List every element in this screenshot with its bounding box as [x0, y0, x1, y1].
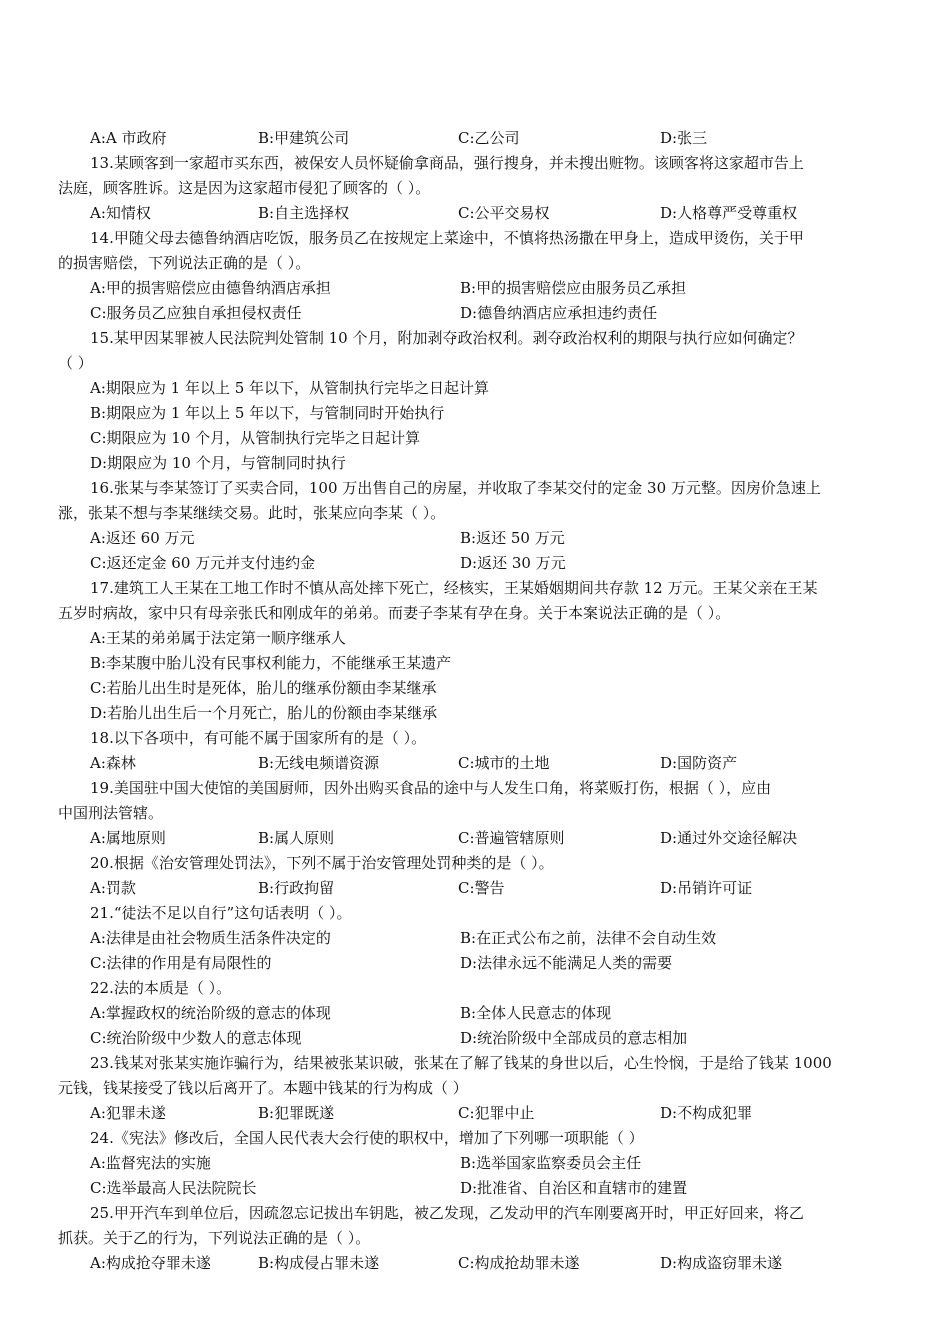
q16-stem-line-1: 16.张某与李某签订了买卖合同，100 万出售自己的房屋，并收取了李某交付的定金 30 万元整。因房价急速上 — [90, 479, 821, 497]
option-c: C:服务员乙应独自承担侵权责任 — [90, 304, 302, 322]
q16-options-row-2 — [58, 551, 894, 576]
q17-stem-line-1: 17.建筑工人王某在工地工作时不慎从高处摔下死亡，经核实，王某婚姻期间共存款 12 万元。王某父亲在王某 — [90, 579, 818, 597]
option-a: A:知情权 — [90, 204, 151, 222]
option-b: B:全体人民意志的体现 — [460, 1004, 612, 1022]
q19-options — [58, 826, 894, 851]
q15-stem-line-2: （ ） — [58, 354, 93, 372]
option-b: B:无线电频谱资源 — [258, 754, 380, 772]
option-d: D:吊销许可证 — [660, 879, 753, 897]
option-c: C:构成抢劫罪未遂 — [458, 1254, 580, 1272]
q22-options-row-2 — [58, 1026, 894, 1051]
q23-options — [58, 1101, 894, 1126]
q14-options-row-2 — [58, 301, 894, 326]
option-c: C:法律的作用是有局限性的 — [90, 954, 272, 972]
q16-options-row-1 — [58, 526, 894, 551]
option-b: B:自主选择权 — [258, 204, 350, 222]
option-d: D:若胎儿出生后一个月死亡，胎儿的份额由李某继承 — [90, 704, 438, 722]
option-c: C:乙公司 — [458, 129, 520, 147]
option-c: C:统治阶级中少数人的意志体现 — [90, 1029, 302, 1047]
option-a: A:属地原则 — [90, 829, 166, 847]
q13-stem-line-2: 法庭，顾客胜诉。这是因为这家超市侵犯了顾客的（ ）。 — [58, 179, 431, 197]
option-b: B:李某腹中胎儿没有民事权利能力，不能继承王某遗产 — [90, 654, 452, 672]
option-a: A:构成抢夺罪未遂 — [90, 1254, 211, 1272]
option-d: D:张三 — [660, 129, 708, 147]
q22-options-row-1 — [58, 1001, 894, 1026]
q12-options — [58, 126, 894, 151]
q24-stem-line-1: 24.《宪法》修改后，全国人民代表大会行使的职权中，增加了下列哪一项职能（ ） — [90, 1129, 644, 1147]
option-c: C:返还定金 60 万元并支付违约金 — [90, 554, 316, 572]
option-b: B:选举国家监察委员会主任 — [460, 1154, 642, 1172]
option-c: C:公平交易权 — [458, 204, 550, 222]
q24-options-row-1 — [58, 1151, 894, 1176]
q20-stem-line-1: 20.根据《治安管理处罚法》，下列不属于治安管理处罚种类的是（ ）。 — [90, 854, 554, 872]
option-d: D:通过外交途径解决 — [660, 829, 798, 847]
q18-options — [58, 751, 894, 776]
option-a: A:王某的弟弟属于法定第一顺序继承人 — [90, 629, 346, 647]
option-c: C:犯罪中止 — [458, 1104, 535, 1122]
q18-stem-line-1: 18.以下各项中，有可能不属于国家所有的是（ ）。 — [90, 729, 427, 747]
q20-options — [58, 876, 894, 901]
q22-stem-line-1: 22.法的本质是（ ）。 — [90, 979, 232, 997]
option-a: A:法律是由社会物质生活条件决定的 — [90, 929, 331, 947]
option-a: A:监督宪法的实施 — [90, 1154, 211, 1172]
option-c: C:选举最高人民法院院长 — [90, 1179, 257, 1197]
q21-stem-line-1: 21.“徒法不足以自行”这句话表明（ ）。 — [90, 904, 352, 922]
option-a: A:返还 60 万元 — [90, 529, 195, 547]
q19-stem-line-2: 中国刑法管辖。 — [58, 804, 164, 822]
option-c: C:城市的土地 — [458, 754, 550, 772]
q21-options-row-2 — [58, 951, 894, 976]
option-c: C:警告 — [458, 879, 505, 897]
option-c: C:普遍管辖原则 — [458, 829, 565, 847]
option-a: A:掌握政权的统治阶级的意志的体现 — [90, 1004, 331, 1022]
option-d: D:构成盗窃罪未遂 — [660, 1254, 783, 1272]
option-b: B:期限应为 1 年以上 5 年以下，与管制同时开始执行 — [90, 404, 445, 422]
q25-stem-line-2: 抓获。关于乙的行为，下列说法正确的是（ ）。 — [58, 1229, 371, 1247]
option-b: B:甲的损害赔偿应由服务员乙承担 — [460, 279, 687, 297]
option-c: C:若胎儿出生时是死体，胎儿的继承份额由李某继承 — [90, 679, 437, 697]
option-d: D:返还 30 万元 — [460, 554, 566, 572]
q24-options-row-2 — [58, 1176, 894, 1201]
option-d: D:法律永远不能满足人类的需要 — [460, 954, 673, 972]
q23-stem-line-2: 元钱，钱某接受了钱以后离开了。本题中钱某的行为构成（ ） — [58, 1079, 468, 1097]
option-a: A:期限应为 1 年以上 5 年以下，从管制执行完毕之日起计算 — [90, 379, 490, 397]
option-d: D:不构成犯罪 — [660, 1104, 753, 1122]
q14-stem-line-1: 14.甲随父母去德鲁纳酒店吃饭，服务员乙在按规定上菜途中，不慎将热汤撒在甲身上，造成甲烫伤，关于甲 — [90, 229, 804, 247]
q21-options-row-1 — [58, 926, 894, 951]
option-a: A:甲的损害赔偿应由德鲁纳酒店承担 — [90, 279, 331, 297]
option-d: D:德鲁纳酒店应承担违约责任 — [460, 304, 658, 322]
q25-options — [58, 1251, 894, 1276]
q16-stem-line-2: 涨，张某不想与李某继续交易。此时，张某应向李某（ ）。 — [58, 504, 446, 522]
q14-stem-line-2: 的损害赔偿，下列说法正确的是（ ）。 — [58, 254, 311, 272]
q15-stem-line-1: 15.某甲因某罪被人民法院判处管制 10 个月，附加剥夺政治权利。剥夺政治权利的期限与执行应如何确定？ — [90, 329, 803, 347]
option-d: D:期限应为 10 个月，与管制同时执行 — [90, 454, 346, 472]
exam-page — [58, 126, 894, 1276]
option-a: A:森林 — [90, 754, 136, 772]
option-b: B:甲建筑公司 — [258, 129, 350, 147]
option-b: B:属人原则 — [258, 829, 335, 847]
option-d: D:人格尊严受尊重权 — [660, 204, 798, 222]
q14-options-row-1 — [58, 276, 894, 301]
option-a: A:犯罪未遂 — [90, 1104, 166, 1122]
option-c: C:期限应为 10 个月，从管制执行完毕之日起计算 — [90, 429, 421, 447]
q13-stem-line-1: 13.某顾客到一家超市买东西，被保安人员怀疑偷拿商品，强行搜身，并未搜出赃物。该顾客将这家超市告上 — [90, 154, 804, 172]
q25-stem-line-1: 25.甲开汽车到单位后，因疏忽忘记拔出车钥匙，被乙发现，乙发动甲的汽车刚要离开时，甲正好回来，将乙 — [90, 1204, 804, 1222]
option-d: D:批准省、自治区和直辖市的建置 — [460, 1179, 688, 1197]
q23-stem-line-1: 23.钱某对张某实施诈骗行为，结果被张某识破，张某在了解了钱某的身世以后，心生怜悯，于是给了钱某 1000 — [90, 1054, 832, 1072]
q17-stem-line-2: 五岁时病故，家中只有母亲张氏和刚成年的弟弟。而妻子李某有孕在身。关于本案说法正确的是（ ）。 — [58, 604, 731, 622]
option-d: D:统治阶级中全部成员的意志相加 — [460, 1029, 688, 1047]
option-b: B:返还 50 万元 — [460, 529, 565, 547]
option-b: B:构成侵占罪未遂 — [258, 1254, 380, 1272]
option-a: A:A 市政府 — [90, 129, 167, 147]
option-b: B:犯罪既遂 — [258, 1104, 335, 1122]
option-d: D:国防资产 — [660, 754, 738, 772]
q19-stem-line-1: 19.美国驻中国大使馆的美国厨师，因外出购买食品的途中与人发生口角，将菜贩打伤，根据（ ），应由 — [90, 779, 772, 797]
option-b: B:在正式公布之前，法律不会自动生效 — [460, 929, 717, 947]
q13-options — [58, 201, 894, 226]
option-b: B:行政拘留 — [258, 879, 335, 897]
option-a: A:罚款 — [90, 879, 136, 897]
